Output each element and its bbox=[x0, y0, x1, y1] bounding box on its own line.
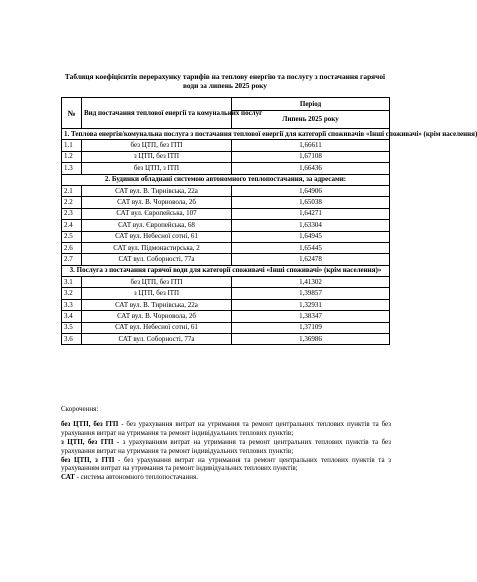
row-coefficient: 1,66611 bbox=[232, 140, 390, 151]
table-row bbox=[62, 151, 390, 162]
section-row bbox=[62, 174, 390, 185]
row-number: 2.1 bbox=[62, 185, 82, 196]
abbreviation-item bbox=[61, 420, 391, 438]
coefficients-table bbox=[61, 97, 477, 345]
header-month: Липень 2025 року bbox=[232, 111, 390, 129]
row-description: без ЦТП, без ІТП bbox=[82, 140, 232, 151]
abbreviation-term: САТ bbox=[61, 473, 75, 482]
abbreviation-text: - система автономного теплопостачання. bbox=[74, 473, 198, 482]
table-row bbox=[62, 208, 390, 219]
row-description: САТ вул. Небесної сотні, 61 bbox=[82, 322, 232, 333]
row-number: 2.3 bbox=[62, 208, 82, 219]
table-row bbox=[62, 140, 390, 151]
row-coefficient: 1,39857 bbox=[232, 288, 390, 299]
row-coefficient: 1,65445 bbox=[232, 242, 390, 253]
table-row bbox=[62, 288, 390, 299]
header-period: Період bbox=[232, 98, 390, 111]
row-description: без ЦТП, з ІТП bbox=[82, 163, 232, 174]
row-description: САТ вул. В. Тирнівська, 22а bbox=[82, 299, 232, 310]
section-3-title: 3. Послуга з постачання гарячої води для категорії споживачі «Інші споживачі» (крім населення)» bbox=[62, 265, 390, 276]
row-number: 2.5 bbox=[62, 231, 82, 242]
row-coefficient: 1,65038 bbox=[232, 197, 390, 208]
row-description: САТ вул. В. Тирнівська, 22а bbox=[82, 185, 232, 196]
row-coefficient: 1,36986 bbox=[232, 334, 390, 345]
abbreviations-block bbox=[61, 405, 391, 482]
section-row bbox=[62, 129, 390, 140]
row-coefficient: 1,38347 bbox=[232, 311, 390, 322]
row-number: 3.6 bbox=[62, 334, 82, 345]
row-coefficient: 1,64271 bbox=[232, 208, 390, 219]
header-row bbox=[62, 98, 390, 111]
row-number: 3.5 bbox=[62, 322, 82, 333]
row-description: САТ вул. Підмонастирська, 2 bbox=[82, 242, 232, 253]
row-coefficient: 1,32931 bbox=[232, 299, 390, 310]
abbreviations-heading: Скорочення: bbox=[61, 405, 99, 413]
abbreviation-text: - без урахування витрат на утримання та ремонт центральних теплових пунктів та з урахуванням витрат на утримання та ремонт індивідуальних теплових пунктів; bbox=[61, 455, 391, 473]
row-description: з ЦТП, без ІТП bbox=[82, 151, 232, 162]
row-description: САТ вул. Соборності, 77а bbox=[82, 254, 232, 265]
table-row bbox=[62, 220, 390, 231]
row-number: 3.3 bbox=[62, 299, 82, 310]
row-description: САТ вул. Соборності, 77а bbox=[82, 334, 232, 345]
abbreviation-term: без ЦТП, з ІТП bbox=[61, 455, 115, 464]
row-coefficient: 1,67108 bbox=[232, 151, 390, 162]
document-title: Таблиця коефіцієнтів перерахунку тарифів на теплову енергію та послугу з постачання гарячої води за липень 2025 року bbox=[64, 72, 386, 91]
abbreviation-item bbox=[61, 473, 391, 482]
abbreviation-term: з ЦТП, без ІТП bbox=[61, 437, 114, 446]
table-row bbox=[62, 311, 390, 322]
row-number: 1.1 bbox=[62, 140, 82, 151]
row-coefficient: 1,66436 bbox=[232, 163, 390, 174]
table-row bbox=[62, 277, 390, 288]
row-coefficient: 1,41302 bbox=[232, 277, 390, 288]
row-coefficient: 1,63304 bbox=[232, 220, 390, 231]
row-description: САТ вул. В. Чорновола, 2б bbox=[82, 197, 232, 208]
table-row bbox=[62, 254, 390, 265]
abbreviation-text: - без урахування витрат на утримання та ремонт центральних теплових пунктів та без урахування витрат на утримання та ремонт індивідуальних теплових пунктів; bbox=[61, 419, 391, 437]
row-coefficient: 1,37109 bbox=[232, 322, 390, 333]
row-number: 3.2 bbox=[62, 288, 82, 299]
row-coefficient: 1,64945 bbox=[232, 231, 390, 242]
header-type: Вид постачання теплової енергії та комунальних послуг bbox=[82, 98, 232, 129]
section-2-title: 2. Будинки обладнані системою автономного теплопостачання, за адресами: bbox=[62, 174, 390, 185]
row-number: 3.4 bbox=[62, 311, 82, 322]
abbreviation-text: - з урахуванням витрат на утримання та ремонт центральних теплових пунктів та без урахування витрат на утримання та ремонт індивідуальних теплових пунктів; bbox=[61, 437, 391, 455]
row-description: з ЦТП, без ІТП bbox=[82, 288, 232, 299]
row-number: 3.1 bbox=[62, 277, 82, 288]
row-number: 2.2 bbox=[62, 197, 82, 208]
row-number: 1.2 bbox=[62, 151, 82, 162]
row-description: без ЦТП, без ІТП bbox=[82, 277, 232, 288]
row-description: САТ вул. Небесної сотні, 61 bbox=[82, 231, 232, 242]
row-number: 2.4 bbox=[62, 220, 82, 231]
table-row bbox=[62, 231, 390, 242]
table-row bbox=[62, 322, 390, 333]
row-coefficient: 1,62478 bbox=[232, 254, 390, 265]
table-row bbox=[62, 185, 390, 196]
table-row bbox=[62, 299, 390, 310]
abbreviation-term: без ЦТП, без ІТП bbox=[61, 419, 119, 428]
row-description: САТ вул. В. Чорновола, 2б bbox=[82, 311, 232, 322]
row-number: 2.6 bbox=[62, 242, 82, 253]
header-num: № bbox=[62, 98, 82, 129]
section-row bbox=[62, 265, 390, 276]
abbreviation-item bbox=[61, 456, 391, 474]
row-number: 1.3 bbox=[62, 163, 82, 174]
table-row bbox=[62, 242, 390, 253]
row-coefficient: 1,64906 bbox=[232, 185, 390, 196]
row-number: 2.7 bbox=[62, 254, 82, 265]
section-1-title: 1. Теплова енергія/комунальна послуга з постачання теплової енергії для категорії споживачів «Інші споживачі» (крім населення) bbox=[62, 129, 390, 140]
table-row bbox=[62, 163, 390, 174]
abbreviation-item bbox=[61, 438, 391, 456]
row-description: САТ вул. Європейська, 107 bbox=[82, 208, 232, 219]
table-row bbox=[62, 334, 390, 345]
table-row bbox=[62, 197, 390, 208]
row-description: САТ вул. Європейська, 68 bbox=[82, 220, 232, 231]
